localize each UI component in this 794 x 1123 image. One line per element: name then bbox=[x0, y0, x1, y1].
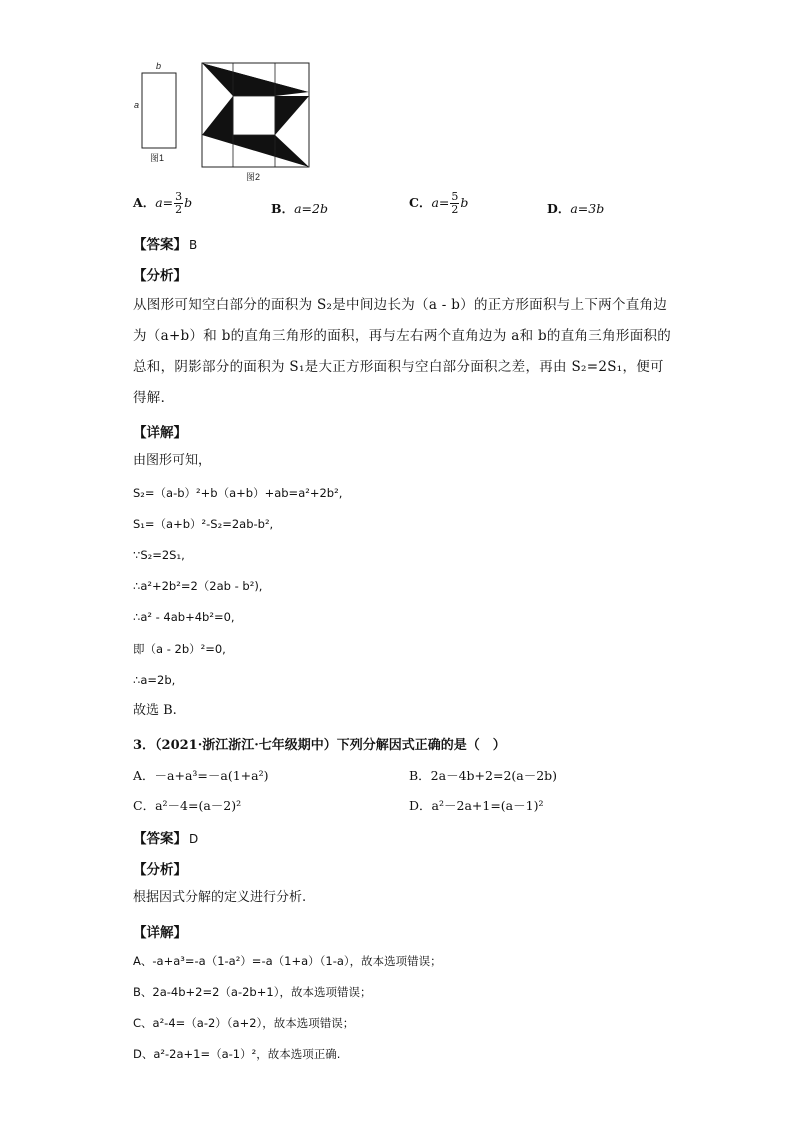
q2-detail-line-6: 即（a - 2b）²=0, bbox=[133, 642, 226, 656]
q3-analysis-tag: 【分析】 bbox=[133, 862, 187, 878]
q2-answer-value: B bbox=[189, 238, 198, 252]
q2-detail-line-1: S₂=（a-b）²+b（a+b）+ab=a²+2b², bbox=[133, 486, 343, 500]
q2-detail-line-7: ∴a=2b, bbox=[133, 673, 176, 687]
q3-detail-tag: 【详解】 bbox=[133, 925, 187, 941]
q2-detail-line-0: 由图形可知， bbox=[133, 453, 212, 468]
figure-2-caption: 图2 bbox=[246, 172, 261, 182]
figure-1-label-b: b bbox=[156, 61, 162, 71]
q2-detail-line-2: S₁=（a+b）²-S₂=2ab-b², bbox=[133, 517, 274, 531]
figure-1-label-a: a bbox=[134, 100, 140, 110]
q3-answer-tag: 【答案】 bbox=[133, 831, 187, 847]
figure-2-pinwheel bbox=[200, 60, 312, 168]
q3-detail-line-1: B、2a-4b+2=2（a-2b+1），故本选项错误； bbox=[133, 985, 372, 999]
q2-detail-line-8: 故选 B. bbox=[133, 703, 177, 718]
q2-option-a: A．a= $\frac{3}{2}$ b bbox=[133, 190, 193, 216]
q2-detail-line-3: ∵S₂=2S₁, bbox=[133, 548, 185, 562]
q2-detail-tag: 【详解】 bbox=[133, 425, 187, 441]
q2-analysis-tag: 【分析】 bbox=[133, 268, 187, 284]
q3-option-b: B．2a－4b+2=2(a－2b) bbox=[409, 768, 558, 783]
q3-detail-line-2: C、a²-4=（a-2）（a+2），故本选项错误； bbox=[133, 1016, 355, 1030]
q2-detail-line-4: ∴a²+2b²=2（2ab - b²), bbox=[133, 579, 263, 593]
q3-option-d: D．a²－2a+1=(a－1)² bbox=[409, 798, 544, 813]
q3-detail-line-0: A、-a+a³=-a（1-a²）=-a（1+a）（1-a），故本选项错误； bbox=[133, 954, 442, 968]
q2-detail-line-5: ∴a² - 4ab+4b²=0, bbox=[133, 610, 235, 624]
q3-analysis-text: 根据因式分解的定义进行分析. bbox=[133, 890, 307, 905]
q3-detail-line-3: D、a²-2a+1=（a-1）²，故本选项正确. bbox=[133, 1047, 341, 1061]
q2-option-c: C．a= $\frac{5}{2}$ b bbox=[409, 190, 469, 216]
q2-analysis-text: 从图形可知空白部分的面积为 S₂是中间边长为（a - b）的正方形面积与上下两个直角边为（a+b）和 b的直角三角形的面积，再与左右两个直角边为 a和 b的直角三角形面积的总和，阴影部分的面积为 S₁是大正方形面积与空白部分面积之差，再由 S₂=2S₁，便可得解． bbox=[133, 297, 672, 406]
q3-answer bbox=[133, 827, 198, 847]
q2-option-d: D．a=3b bbox=[547, 201, 605, 216]
q3-title: 3．（2021·浙江浙江·七年级期中）下列分解因式正确的是（ ） bbox=[133, 738, 506, 753]
q2-option-b: B．a=2b bbox=[271, 201, 328, 216]
figure-2 bbox=[200, 60, 312, 185]
q3-answer-value: D bbox=[189, 832, 199, 846]
figure-1 bbox=[130, 60, 190, 170]
q3-option-a: A．－a+a³=－a(1+a²) bbox=[133, 768, 269, 783]
q3-option-c: C．a²－4=(a－2)² bbox=[133, 798, 242, 813]
figure-1-caption: 图1 bbox=[150, 153, 165, 163]
q2-answer bbox=[133, 233, 197, 253]
q2-answer-tag: 【答案】 bbox=[133, 237, 187, 253]
